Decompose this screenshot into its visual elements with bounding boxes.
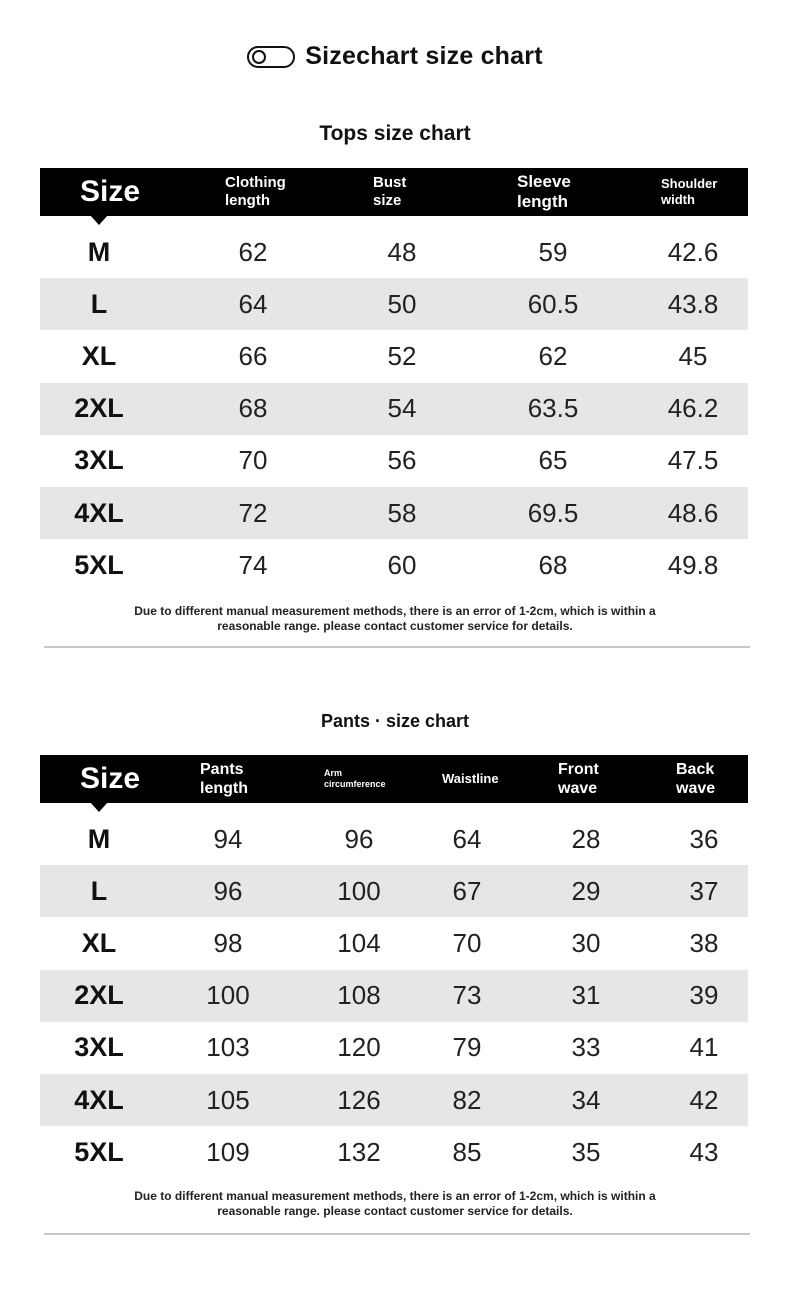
table-cell: 43 (689, 1136, 719, 1167)
table-cell: 68 (538, 549, 568, 580)
table-cell: 42 (689, 1084, 719, 1115)
table-row (40, 539, 748, 591)
table-cell: 47.5 (667, 445, 719, 476)
pants-note-line-2: reasonable range. please contact customer service for details. (217, 1204, 573, 1218)
table-cell: 70 (238, 445, 268, 476)
pants-divider (44, 1233, 750, 1235)
table-cell: 33 (571, 1032, 601, 1063)
table-row (40, 865, 748, 917)
table-cell: 109 (206, 1136, 250, 1167)
table-cell: 105 (206, 1084, 250, 1115)
table-cell: 66 (238, 340, 268, 371)
table-cell: 60 (387, 549, 417, 580)
table-cell: 94 (213, 823, 243, 854)
pants-note (0, 1189, 790, 1219)
table-cell: 59 (538, 236, 568, 267)
tops-table-header (40, 168, 748, 216)
table-cell: 74 (238, 549, 268, 580)
size-label: 2XL (74, 393, 124, 424)
table-cell: 65 (538, 445, 568, 476)
table-cell: 36 (689, 823, 719, 854)
tops-table-body (40, 226, 748, 591)
table-cell: 41 (689, 1032, 719, 1063)
table-cell: 104 (337, 927, 381, 958)
table-cell: 79 (452, 1032, 482, 1063)
table-row (40, 383, 748, 435)
table-cell: 64 (452, 823, 482, 854)
size-label: XL (81, 927, 117, 958)
table-cell: 48.6 (667, 497, 719, 528)
table-row (40, 487, 748, 539)
table-cell: 28 (571, 823, 601, 854)
table-cell: 70 (452, 927, 482, 958)
size-label: M (87, 236, 111, 267)
size-label: XL (81, 340, 117, 371)
table-cell: 30 (571, 927, 601, 958)
tops-note-line-1: Due to different manual measurement methods, there is an error of 1-2cm, which is within a (134, 604, 656, 618)
table-cell: 68 (238, 393, 268, 424)
table-cell: 49.8 (667, 549, 719, 580)
table-cell: 100 (337, 875, 381, 906)
pants-header-front-wave: Front wave (558, 760, 599, 797)
table-cell: 58 (387, 497, 417, 528)
table-cell: 67 (452, 875, 482, 906)
tops-note-line-2: reasonable range. please contact customer service for details. (217, 619, 573, 633)
table-cell: 126 (337, 1084, 381, 1115)
table-cell: 43.8 (667, 288, 719, 319)
pants-size-header: Size (79, 762, 141, 795)
tops-title: Tops size chart (319, 122, 471, 145)
table-cell: 64 (238, 288, 268, 319)
size-label: M (87, 823, 111, 854)
table-cell: 132 (337, 1136, 381, 1167)
tops-size-table (40, 168, 748, 591)
pants-header-arm-circumference: Arm circumference (324, 768, 386, 789)
table-cell: 46.2 (667, 393, 719, 424)
table-cell: 54 (387, 393, 417, 424)
pants-header-back-wave: Back wave (676, 760, 716, 797)
table-cell: 73 (452, 980, 482, 1011)
table-cell: 103 (206, 1032, 250, 1063)
tops-size-header: Size (79, 175, 141, 208)
table-cell: 82 (452, 1084, 482, 1115)
table-cell: 108 (337, 980, 381, 1011)
table-cell: 31 (571, 980, 601, 1011)
table-row (40, 278, 748, 330)
pants-table-header (40, 755, 748, 803)
size-label: 2XL (74, 980, 124, 1011)
table-cell: 96 (213, 875, 243, 906)
table-row (40, 1022, 748, 1074)
table-cell: 35 (571, 1136, 601, 1167)
table-cell: 96 (344, 823, 374, 854)
size-label: 5XL (74, 1136, 124, 1167)
size-label: 4XL (74, 497, 124, 528)
table-cell: 62 (238, 236, 268, 267)
tops-divider (44, 646, 750, 648)
brand-header (0, 42, 790, 71)
table-cell: 100 (206, 980, 250, 1011)
size-label: 3XL (74, 1032, 124, 1063)
table-cell: 29 (571, 875, 601, 906)
pants-header-waistline: Waistline (442, 771, 499, 787)
tops-header-sleeve-length: Sleeve length (517, 171, 571, 211)
table-cell: 34 (571, 1084, 601, 1115)
table-row (40, 330, 748, 382)
table-cell: 62 (538, 340, 568, 371)
table-row (40, 970, 748, 1022)
table-cell: 120 (337, 1032, 381, 1063)
size-label: L (90, 875, 108, 906)
table-cell: 63.5 (527, 393, 579, 424)
table-cell: 48 (387, 236, 417, 267)
table-row (40, 1074, 748, 1126)
pants-note-line-1: Due to different manual measurement methods, there is an error of 1-2cm, which is within a (134, 1189, 656, 1203)
tops-header-clothing-length: Clothing length (225, 174, 286, 209)
table-cell: 45 (678, 340, 708, 371)
pants-title: Pants · size chart (320, 711, 470, 731)
table-cell: 60.5 (527, 288, 579, 319)
size-label: 5XL (74, 549, 124, 580)
pants-table-body (40, 813, 748, 1178)
table-cell: 38 (689, 927, 719, 958)
table-cell: 50 (387, 288, 417, 319)
table-row (40, 917, 748, 969)
table-cell: 85 (452, 1136, 482, 1167)
size-label: 3XL (74, 445, 124, 476)
table-cell: 69.5 (527, 497, 579, 528)
tops-header-bust-size: Bust size (373, 174, 407, 209)
table-cell: 37 (689, 875, 719, 906)
table-cell: 72 (238, 497, 268, 528)
pants-header-pants-length: Pants length (200, 760, 248, 797)
table-cell: 98 (213, 927, 243, 958)
pants-size-table (40, 755, 748, 1178)
table-row (40, 813, 748, 865)
tops-header-shoulder-width: Shoulder width (661, 176, 718, 207)
table-cell: 42.6 (667, 236, 719, 267)
toggle-icon (247, 46, 295, 68)
table-row (40, 1126, 748, 1178)
size-label: 4XL (74, 1084, 124, 1115)
table-row (40, 435, 748, 487)
table-cell: 52 (387, 340, 417, 371)
size-label: L (90, 288, 108, 319)
table-row (40, 226, 748, 278)
tops-note (0, 604, 790, 634)
table-cell: 39 (689, 980, 719, 1011)
table-cell: 56 (387, 445, 417, 476)
brand-title: Sizechart size chart (305, 42, 543, 70)
